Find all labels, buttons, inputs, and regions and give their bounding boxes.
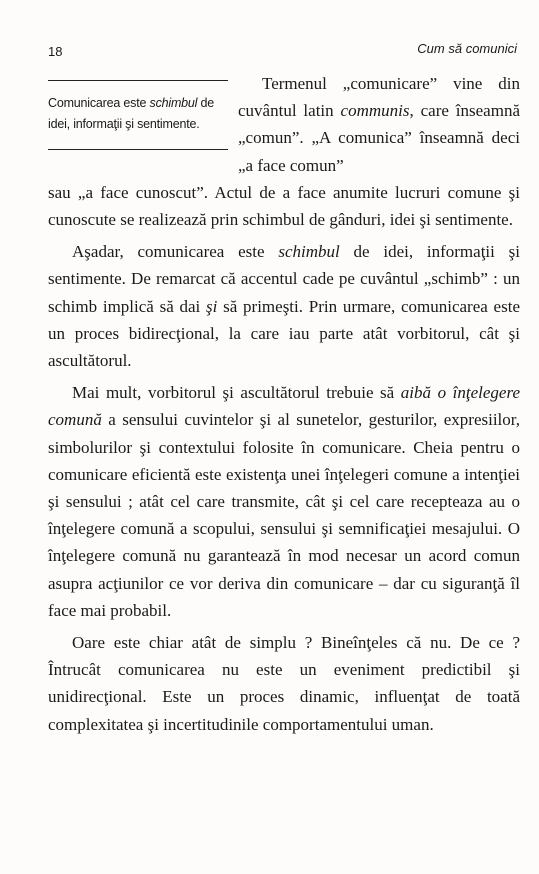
- p2-text-a: Aşadar, comunicarea este: [72, 242, 279, 262]
- p2-text-e: să primeşti. Prin urmare, comunicarea este un proces bidirecţional, la care iau parte atât vorbitorul, cât şi ascultătorul.: [48, 296, 520, 371]
- paragraph-1-lead: [48, 70, 520, 179]
- paragraph-1-rest: sau „a face cunoscut”. Actul de a face anumite lucruri comune şi cunoscute se realizează prin schimbul de gânduri, idei şi sentimente.: [48, 182, 520, 230]
- paragraph-3: [48, 379, 520, 624]
- p2-emphasis-2: şi: [206, 296, 218, 316]
- p3-text-a: Mai mult, vorbitorul şi ascultătorul trebuie să: [72, 383, 401, 403]
- paragraph-4: Oare este chiar atât de simplu ? Bineînţeles că nu. De ce ? Întrucât comunicarea nu este un eveniment predictibil şi unidirecţional. Este un proces dinamic, influenţat de toată complexitatea şi incertitudinile comportamentului uman.: [48, 633, 520, 734]
- p1-emphasis: communis: [340, 101, 410, 121]
- p3-emphasis: aibă o înţelegere comună: [48, 383, 520, 430]
- p1-text-a: Termenul „comunicare” vine din cuvântul latin: [238, 74, 520, 121]
- running-header: Cum să comunici: [417, 41, 517, 56]
- p3-text-c: a sensului cuvintelor şi al sunetelor, gesturilor, expresiilor, simbolurilor şi contextului folosite în comunicare. Cheia pentru o comunicare eficientă este existenţa unei înţelegeri comune a intenţiei şi sensului ; atât cel care transmite, cât şi cel care recepteaza au o înţelegere comună a scopului, sensului şi semnificaţiei mesajului. O înţelegere comună nu garantează în mod necesar un acord comun asupra acţiunilor ce vor deriva din comunicare – dar cu siguranţă îl face mai probabil.: [48, 410, 520, 620]
- p1-text-c: , care înseamnă „comun”. „A comunica” înseamnă deci „a face comun”: [238, 101, 520, 175]
- page-number: 18: [48, 44, 63, 59]
- p2-text-c: de idei, informaţii şi sentimente. De remarcat că accentul cade pe cuvântul „schimb” : un schimb implică să dai: [48, 242, 520, 316]
- margin-note-text-2: de idei, informaţii şi sentimente.: [48, 96, 215, 131]
- margin-note-emphasis: schimbul: [149, 96, 198, 110]
- body-text: [48, 70, 520, 743]
- p2-emphasis-1: schimbul: [278, 242, 340, 262]
- margin-note-text-1: Comunicarea este: [48, 96, 150, 110]
- paragraph-2: [48, 238, 520, 374]
